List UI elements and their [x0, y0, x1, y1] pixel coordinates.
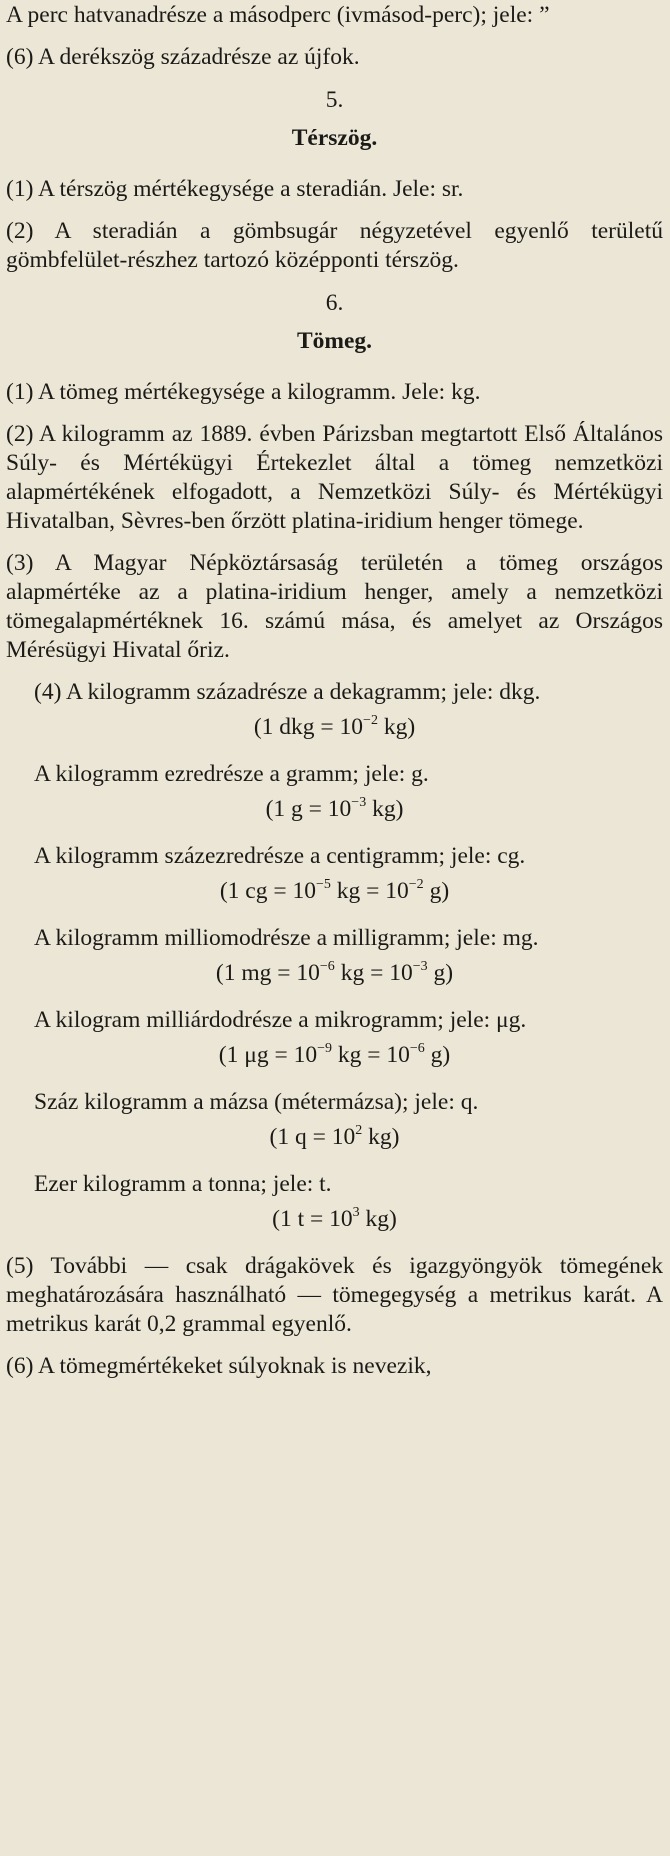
- formula: [6, 1123, 663, 1152]
- paragraph: Száz kilogramm a mázsa (métermázsa); jele: q.: [34, 1089, 479, 1115]
- formula-text: kg = 10: [330, 878, 409, 904]
- formula-text: kg): [362, 1124, 400, 1150]
- paragraph: (1) A térszög mértékegysége a steradián. Jele: sr.: [6, 176, 464, 202]
- formula: [6, 795, 663, 824]
- formula: [6, 1041, 663, 1070]
- formula-exponent: 2: [355, 1123, 363, 1139]
- formula-text: (1 dkg = 10: [253, 714, 364, 740]
- formula: [6, 713, 663, 742]
- paragraph: (2) A steradián a gömbsugár négyzetével egyenlő területű gömbfelület-részhez tartozó középponti térszög.: [6, 218, 663, 273]
- paragraph: (2) A kilogramm az 1889. évben Párizsban megtartott Első Általános Súly- és Mértékügyi Értekezlet által a tömeg nemzetközi alapmértékének elfogadott, a Nemzetközi Súly- és Mértékügyi Hivatalban, Sèvres-ben őrzött platina-iridium henger tömege.: [6, 421, 663, 534]
- section-title: Térszög.: [291, 125, 378, 151]
- formula: [6, 1205, 663, 1234]
- formula-text: (1 cg = 10: [219, 878, 316, 904]
- formula-text: g): [427, 960, 454, 986]
- formula-exponent: −5: [315, 877, 331, 893]
- section-number: 5.: [325, 87, 344, 113]
- section-title: Tömeg.: [296, 328, 373, 354]
- paragraph: (5) További — csak drágakövek és igazgyöngyök tömegének meghatározására használható — tömegegység a metrikus karát. A metrikus karát 0,2 grammal egyenlő.: [6, 1253, 663, 1337]
- formula-text: g): [424, 1042, 451, 1068]
- formula-exponent: −6: [409, 1041, 425, 1057]
- formula-text: kg): [377, 714, 416, 740]
- paragraph: A kilogramm százezredrésze a centigramm; jele: cg.: [34, 843, 526, 869]
- formula-exponent: −3: [412, 959, 428, 975]
- formula-exponent: −3: [351, 795, 367, 811]
- formula-text: (1 μg = 10: [218, 1042, 318, 1068]
- formula: [6, 959, 663, 988]
- paragraph: A kilogram milliárdodrésze a mikrogramm; jele: μg.: [34, 1007, 527, 1033]
- formula-text: (1 mg = 10: [215, 960, 320, 986]
- paragraph: (6) A tömegmértékeket súlyoknak is nevezik,: [6, 1353, 432, 1379]
- paragraph-6-ujfok: (6) A derékszög századrésze az újfok.: [6, 44, 360, 70]
- formula-text: (1 g = 10: [265, 796, 352, 822]
- formula-text: (1 t = 10: [272, 1206, 353, 1232]
- formula-text: kg = 10: [334, 960, 413, 986]
- paragraph: A kilogramm ezredrésze a gramm; jele: g.: [34, 761, 429, 787]
- paragraph: (4) A kilogramm századrésze a dekagramm; jele: dkg.: [34, 679, 541, 705]
- paragraph: A kilogramm milliomodrésze a milligramm; jele: mg.: [34, 925, 539, 951]
- formula: [6, 877, 663, 906]
- formula-exponent: −6: [319, 959, 335, 975]
- formula-text: kg): [366, 796, 404, 822]
- formula-text: g): [423, 878, 450, 904]
- paragraph: (1) A tömeg mértékegysége a kilogramm. Jele: kg.: [6, 379, 481, 405]
- formula-exponent: −2: [363, 713, 378, 729]
- formula-text: (1 q = 10: [269, 1124, 356, 1150]
- formula-exponent: −2: [408, 877, 424, 893]
- paragraph: Ezer kilogramm a tonna; jele: t.: [34, 1171, 332, 1197]
- formula-text: kg = 10: [331, 1042, 410, 1068]
- formula-exponent: −9: [317, 1041, 332, 1057]
- continued-paragraph: A perc hatvanadrésze a másodperc (ivmásod-perc); jele: ”: [6, 2, 550, 28]
- section-number: 6.: [325, 290, 344, 316]
- formula-exponent: 3: [352, 1205, 360, 1221]
- paragraph: (3) A Magyar Népköztársaság területén a tömeg országos alapmértéke az a platina-iridium henger, amely a nemzetközi tömegalapmértéknek 16. számú mása, és amelyet az Országos Mérésügyi Hivatal őriz.: [6, 550, 663, 663]
- formula-text: kg): [359, 1206, 397, 1232]
